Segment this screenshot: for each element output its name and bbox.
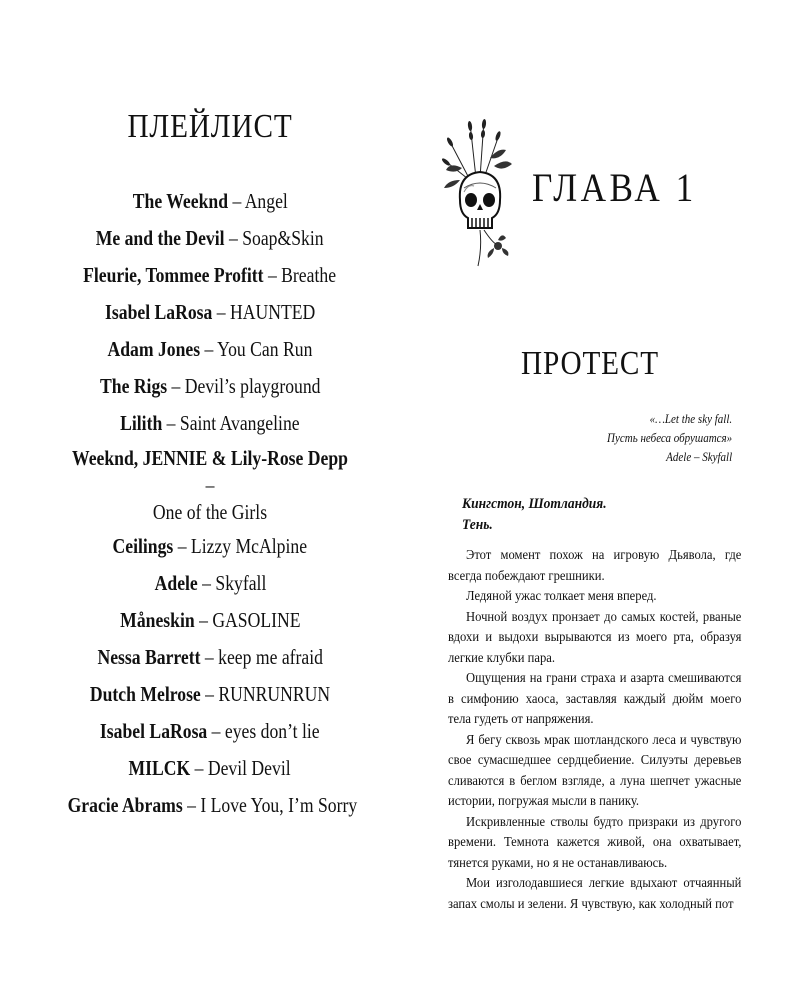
track-artist: Dutch Melrose: [89, 682, 201, 706]
track-separator: –: [194, 608, 212, 632]
track-separator: –: [227, 189, 245, 213]
track-artist: Lilith: [120, 411, 163, 435]
track-separator: –: [166, 374, 185, 398]
track-separator: –: [190, 756, 209, 780]
track-separator: –: [200, 337, 218, 361]
track-song: Angel: [244, 189, 288, 213]
location-place: Кингстон, Шотландия.: [462, 496, 607, 512]
track-artist: Ceilings: [112, 534, 174, 558]
playlist-track: [40, 331, 380, 368]
track-song: I Love You, I’m Sorry: [200, 793, 358, 817]
paragraph: Ночной воздух пронзает до самых костей, рваные вдохи и выдохи вырываются из моего рта, образуя легкие клубки пара.: [448, 609, 742, 666]
track-song: keep me afraid: [217, 645, 323, 669]
epigraph-attribution: Adele – Skyfall: [666, 450, 732, 464]
track-artist: Fleurie, Tommee Profitt: [83, 263, 264, 287]
track-artist: The Weeknd: [132, 189, 228, 213]
track-song: GASOLINE: [211, 608, 301, 632]
playlist-track: [40, 676, 380, 713]
track-song: HAUNTED: [229, 300, 316, 324]
track-song: Lizzy McAlpine: [191, 534, 308, 558]
epigraph-line: Пусть небеса обрушатся»: [606, 431, 732, 445]
playlist-track: [40, 713, 380, 750]
track-separator: –: [173, 534, 192, 558]
chapter-heading: ГЛАВА 1: [532, 165, 697, 210]
paragraph: Ощущения на грани страха и азарта смешиваются в симфонию хаоса, заставляя каждый дюйм моего тела гудеть от напряжения.: [448, 671, 742, 727]
track-artist: Isabel LaRosa: [100, 719, 208, 743]
track-artist: Weeknd, JENNIE & Lily-Rose Depp: [72, 446, 348, 470]
track-separator: –: [200, 682, 219, 706]
paragraph: Я бегу сквозь мрак шотландского леса и чувствую свое сумасшедшее сердцебиение. Силуэты деревьев сливаются в беглом взгляде, а луна шепчет ужасные истории, погружая мысли в панику.: [448, 732, 742, 809]
paragraph: Искривленные стволы будто призраки из другого времени. Темнота кажется живой, она охватывает, тянется руками, но я не останавливаюсь.: [448, 814, 742, 871]
track-separator: –: [263, 263, 282, 287]
track-song: RUNRUNRUN: [218, 682, 331, 706]
chapter-page: [440, 0, 740, 1000]
paragraph: Ледяной ужас толкает меня вперед.: [466, 589, 657, 604]
track-song: Breathe: [281, 263, 337, 287]
paragraph: Этот момент похож на игровую Дьявола, где всегда побеждают грешники.: [448, 548, 742, 584]
track-artist: Måneskin: [119, 608, 195, 632]
track-artist: Adele: [154, 571, 198, 595]
track-song: One of the Girls: [152, 500, 268, 524]
chapter-subtitle: ПРОТЕСТ: [521, 345, 659, 382]
playlist-track: [40, 220, 380, 257]
track-separator: –: [197, 571, 215, 595]
playlist-track: [40, 750, 380, 787]
location-pov: Тень.: [462, 517, 493, 533]
track-artist: MILCK: [128, 756, 191, 780]
epigraph-line: «…Let the sky fall.: [649, 412, 732, 426]
track-song: Soap&Skin: [242, 226, 324, 250]
track-artist: Gracie Abrams: [67, 793, 183, 817]
track-separator: –: [182, 793, 201, 817]
playlist-track: [40, 368, 380, 405]
playlist-track: [40, 442, 380, 528]
track-separator: –: [162, 411, 181, 435]
track-song: eyes don’t lie: [225, 719, 320, 743]
playlist-page: [40, 0, 380, 1000]
playlist-track: [40, 639, 380, 676]
scene-location: [462, 494, 623, 536]
track-song: Skyfall: [214, 571, 266, 595]
track-artist: Me and the Devil: [96, 226, 225, 250]
chapter-body: [448, 546, 741, 915]
playlist-track: [40, 257, 380, 294]
playlist-track: [40, 602, 380, 639]
skull-flower-icon: [440, 118, 520, 268]
playlist-track: [40, 528, 380, 565]
track-artist: Adam Jones: [107, 337, 201, 361]
playlist-track: [40, 405, 380, 442]
track-song: Devil Devil: [208, 756, 292, 780]
playlist-track: [40, 183, 380, 220]
playlist-track: [40, 294, 380, 331]
track-artist: Nessa Barrett: [97, 645, 201, 669]
track-song: Saint Avangeline: [180, 411, 300, 435]
playlist-title: ПЛЕЙЛИСТ: [127, 108, 293, 145]
track-separator: –: [207, 719, 226, 743]
paragraph: Мои изголодавшиеся легкие вдыхают отчаянный запах смолы и зелени. Я чувствую, как холодный пот: [448, 876, 742, 912]
track-separator: –: [200, 645, 218, 669]
playlist-track: [40, 787, 380, 824]
track-separator: –: [205, 473, 215, 497]
epigraph: [590, 410, 732, 467]
playlist-track: [40, 565, 380, 602]
playlist-list: [40, 183, 380, 824]
track-song: Devil’s playground: [184, 374, 321, 398]
track-artist: The Rigs: [99, 374, 167, 398]
track-separator: –: [212, 300, 230, 324]
track-song: You Can Run: [217, 337, 313, 361]
track-artist: Isabel LaRosa: [104, 300, 213, 324]
track-separator: –: [224, 226, 243, 250]
